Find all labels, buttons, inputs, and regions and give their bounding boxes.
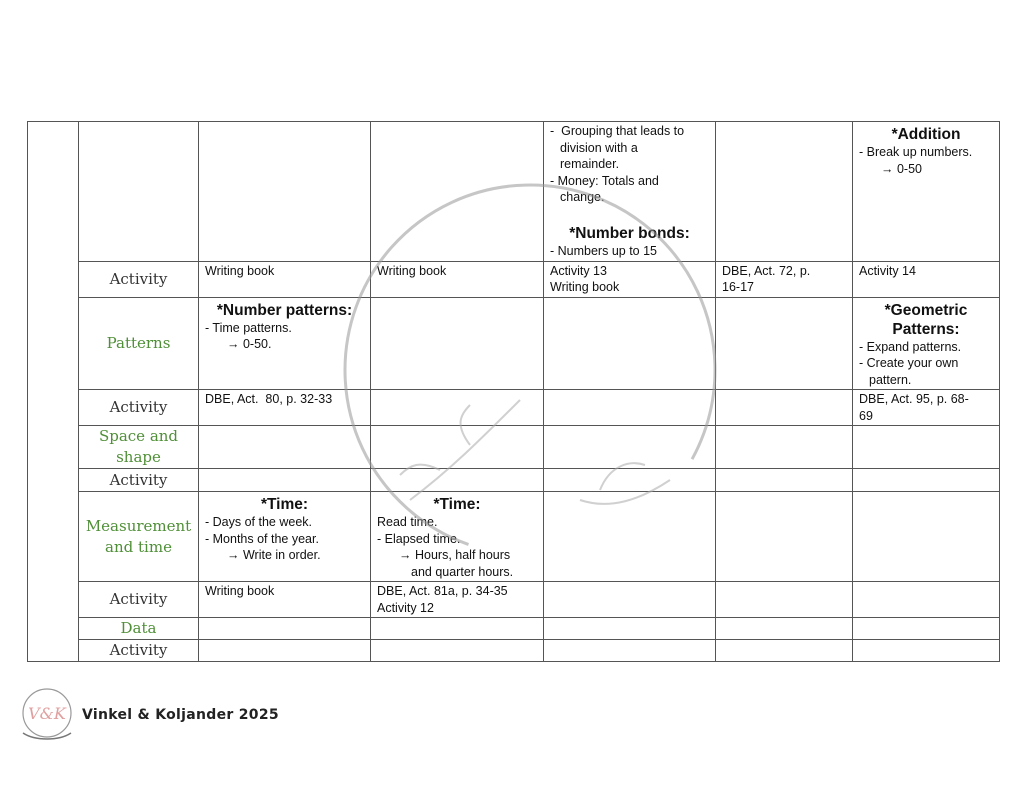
- cell-text: → Write in order.: [227, 548, 321, 562]
- table-cell: [716, 426, 853, 469]
- table-row: [28, 469, 1000, 492]
- cell-text: DBE, Act. 72, p.: [722, 263, 811, 278]
- topic-label: Space and shape: [79, 426, 199, 469]
- table-cell: [371, 261, 544, 297]
- cell-text: - Break up numbers.: [859, 145, 973, 159]
- table-cell: [544, 640, 716, 662]
- lesson-plan-table: [27, 121, 1000, 662]
- table-cell: [716, 122, 853, 262]
- topic-label: [79, 122, 199, 262]
- cell-text: [550, 206, 709, 223]
- cell-text: Writing book: [550, 280, 620, 294]
- cell-text: pattern.: [869, 372, 912, 387]
- table-cell: [544, 390, 716, 426]
- cell-text: DBE, Act. 95, p. 68-: [859, 392, 969, 406]
- cell-text: - Money: Totals and: [550, 173, 659, 188]
- table-cell: [544, 618, 716, 640]
- table-cell: [853, 297, 1000, 390]
- cell-text: Writing book: [377, 263, 447, 278]
- table-cell: [853, 492, 1000, 582]
- table-cell: [716, 261, 853, 297]
- table-cell: [371, 492, 544, 582]
- table-cell: [853, 618, 1000, 640]
- table-cell: [544, 261, 716, 297]
- table-row: [28, 492, 1000, 582]
- monogram: V&K: [28, 704, 66, 723]
- cell-text: → Hours, half hours: [399, 548, 511, 562]
- cell-text: - Numbers up to 15: [550, 244, 657, 258]
- table-cell: [371, 640, 544, 662]
- table-row: [28, 426, 1000, 469]
- cell-text: remainder.: [560, 157, 620, 171]
- table-cell: [853, 261, 1000, 297]
- activity-label: Activity: [79, 390, 199, 426]
- cell-text: → 0-50.: [227, 337, 272, 351]
- cell-text: Read time.: [377, 515, 438, 529]
- cell-text: - Grouping that leads to: [550, 124, 685, 138]
- table-cell: [371, 582, 544, 618]
- activity-label: Activity: [79, 261, 199, 297]
- table-cell: [199, 261, 371, 297]
- cell-text: and quarter hours.: [411, 564, 514, 579]
- topic-label: Patterns: [79, 297, 199, 390]
- cell-text: DBE, Act. 80, p. 32-33: [205, 392, 333, 406]
- table-cell: [199, 618, 371, 640]
- cell-text: 16-17: [722, 280, 754, 294]
- table-cell: [716, 618, 853, 640]
- cell-text: - Time patterns.: [205, 320, 292, 335]
- table-cell: [853, 469, 1000, 492]
- table-cell: [199, 122, 371, 262]
- table-cell: [544, 122, 716, 262]
- cell-text: Writing book: [205, 584, 275, 598]
- table-cell: [371, 297, 544, 390]
- cell-text: - Expand patterns.: [859, 339, 962, 354]
- table-cell: [371, 122, 544, 262]
- table-cell: [544, 492, 716, 582]
- table-cell: [853, 426, 1000, 469]
- table-row: [28, 261, 1000, 297]
- table-cell: [199, 469, 371, 492]
- cell-heading: *Number bonds:: [569, 225, 690, 242]
- table-cell: [544, 469, 716, 492]
- table-row: [28, 640, 1000, 662]
- cell-text: Activity 14: [859, 263, 916, 278]
- cell-text: DBE, Act. 81a, p. 34-35: [377, 584, 508, 598]
- topic-label: Data: [79, 618, 199, 640]
- cell-text: → 0-50: [881, 161, 922, 176]
- table-row: [28, 618, 1000, 640]
- table-cell: [371, 390, 544, 426]
- table-row: [28, 122, 1000, 262]
- cell-heading: *Addition: [891, 126, 961, 143]
- table-cell: [199, 582, 371, 618]
- cell-text: - Days of the week.: [205, 515, 312, 529]
- footer-copyright: Vinkel & Koljander 2025: [82, 707, 279, 723]
- table-cell: [853, 640, 1000, 662]
- table-row: [28, 582, 1000, 618]
- table-cell: [199, 640, 371, 662]
- table-cell: [853, 390, 1000, 426]
- cell-text: division with a: [560, 140, 638, 155]
- table-row: [28, 390, 1000, 426]
- table-cell: [853, 122, 1000, 262]
- cell-text: Activity 12: [377, 600, 434, 615]
- table-cell: [544, 582, 716, 618]
- table-cell: [716, 469, 853, 492]
- cell-heading: *Geometric Patterns:: [884, 301, 968, 338]
- cell-heading: *Number patterns:: [216, 301, 353, 319]
- cell-text: change.: [560, 190, 605, 204]
- table-cell: [716, 582, 853, 618]
- cell-heading: *Time:: [260, 496, 309, 513]
- margin-column: [28, 122, 79, 662]
- table-cell: [716, 297, 853, 390]
- table-cell: [716, 390, 853, 426]
- activity-label: Activity: [79, 640, 199, 662]
- cell-text: Activity 13: [550, 263, 607, 278]
- table-cell: [853, 582, 1000, 618]
- table-cell: [199, 426, 371, 469]
- table-cell: [371, 618, 544, 640]
- cell-heading: *Time:: [433, 496, 481, 513]
- table-cell: [544, 426, 716, 469]
- table-cell: [716, 640, 853, 662]
- topic-label: Measurement and time: [79, 492, 199, 582]
- table-cell: [199, 297, 371, 390]
- table-row: [28, 297, 1000, 390]
- table-cell: [544, 297, 716, 390]
- cell-text: - Create your own: [859, 356, 959, 370]
- activity-label: Activity: [79, 469, 199, 492]
- cell-text: 69: [859, 408, 873, 423]
- activity-label: Activity: [79, 582, 199, 618]
- table-cell: [371, 469, 544, 492]
- cell-text: - Elapsed time.: [377, 531, 461, 546]
- table-cell: [371, 426, 544, 469]
- table-cell: [716, 492, 853, 582]
- cell-text: Writing book: [205, 263, 275, 278]
- cell-text: - Months of the year.: [205, 531, 319, 546]
- table-cell: [199, 492, 371, 582]
- table-cell: [199, 390, 371, 426]
- footer-logo: [15, 683, 79, 747]
